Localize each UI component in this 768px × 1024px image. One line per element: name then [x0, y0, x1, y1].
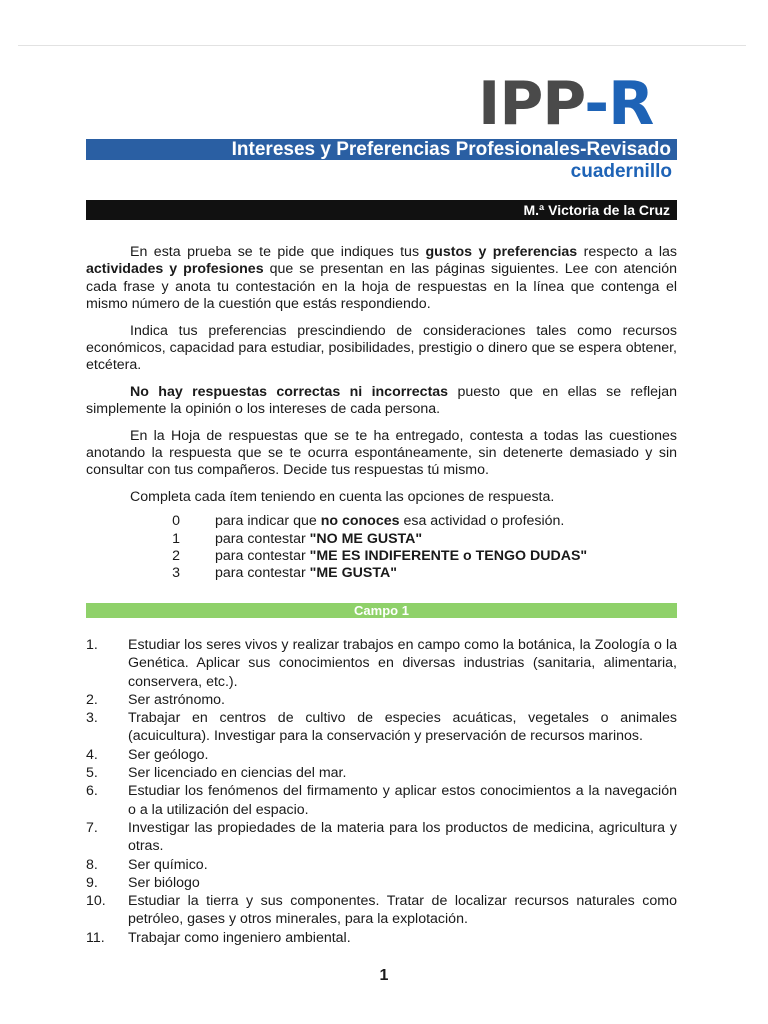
- list-item: [86, 856, 677, 874]
- list-item: [86, 691, 677, 709]
- scale-text: para contestar "NO ME GUSTA": [215, 530, 423, 547]
- instructions: [86, 244, 677, 583]
- p1-bold-gustos: gustos y preferencias: [425, 244, 578, 260]
- list-item: [86, 874, 677, 892]
- item-number: 1.: [86, 637, 98, 653]
- scale-option: [86, 548, 677, 565]
- section-title: Campo 1: [354, 603, 409, 618]
- author-bar: [86, 200, 677, 220]
- scale-number: 3: [172, 565, 180, 582]
- document-title: Intereses y Preferencias Profesionales-Revisado: [231, 139, 671, 160]
- title-bar: [86, 139, 677, 160]
- instruction-paragraph-3: [86, 384, 677, 419]
- logo-dash: -: [584, 69, 609, 139]
- item-text: Estudiar los fenómenos del firmamento y aplicar estos conocimientos a la navegación o a la utilización del espacio.: [128, 783, 677, 818]
- item-text: Ser químico.: [128, 856, 208, 873]
- p3-text: puesto que en ellas se reflejan simplemente la opinión o los intereses de cada persona.: [86, 383, 677, 418]
- item-number: 8.: [86, 856, 98, 873]
- list-item: [86, 929, 677, 947]
- p1-text-c: respecto a las: [577, 244, 677, 260]
- item-text: Ser licenciado en ciencias del mar.: [128, 765, 347, 782]
- list-item: [86, 782, 677, 819]
- item-number: 2.: [86, 691, 98, 708]
- page-edge-line: [18, 45, 746, 46]
- item-number: 7.: [86, 819, 98, 836]
- instruction-paragraph-1: [86, 244, 677, 314]
- p1-text-a: En esta prueba se te pide que indiques tus: [130, 244, 426, 260]
- item-number: 3.: [86, 710, 98, 727]
- item-text: Ser geólogo.: [128, 746, 209, 763]
- item-number: 9.: [86, 874, 98, 891]
- ipp-r-logo: [478, 69, 678, 139]
- question-list: [86, 636, 677, 947]
- item-text: Ser biólogo: [128, 874, 200, 891]
- item-number: 6.: [86, 783, 98, 800]
- list-item: [86, 819, 677, 856]
- item-number: 5.: [86, 765, 98, 782]
- p1-text-d: que se presentan en las páginas siguientes. Lee con atención cada frase y anota tu contestación en la hoja de respuestas en la línea que contenga el mismo número de la cuestión que estás respondiendo.: [86, 261, 677, 313]
- p1-bold-actividades: actividades y profesiones: [86, 261, 264, 278]
- page-number: 1: [379, 967, 389, 984]
- item-number: 11.: [86, 929, 105, 946]
- scale-option: [86, 513, 677, 530]
- instruction-paragraph-5: Completa cada ítem teniendo en cuenta las opciones de respuesta.: [130, 488, 555, 505]
- list-item: [86, 709, 677, 746]
- scale-number: 2: [172, 548, 180, 565]
- list-item: [86, 892, 677, 929]
- scale-number: 1: [172, 530, 180, 547]
- scale-text: para contestar "ME GUSTA": [215, 565, 397, 582]
- item-text: Trabajar como ingeniero ambiental.: [128, 929, 351, 946]
- response-scale: [86, 513, 677, 583]
- scale-number: 0: [172, 513, 180, 530]
- instruction-paragraph-2: Indica tus preferencias prescindiendo de consideraciones tales como recursos económicos, capacidad para estudiar, posibilidades, prestigio o dinero que se espera obtener, etcétera.: [86, 322, 677, 374]
- item-text: Investigar las propiedades de la materia para los productos de medicina, agricultura y otras.: [128, 819, 677, 855]
- instruction-paragraph-4: En la Hoja de respuestas que se te ha entregado, contesta a todas las cuestiones anotando la respuesta que se te ocurra espontáneamente, sin detenerte demasiado y sin consultar con tus compañeros. Decide tus respuestas tú mismo.: [86, 427, 677, 479]
- scale-text: para indicar que no conoces esa actividad o profesión.: [215, 513, 565, 530]
- item-number: 4.: [86, 746, 98, 763]
- list-item: [86, 764, 677, 782]
- logo-r-text: R: [608, 69, 654, 139]
- p3-bold: No hay respuestas correctas ni incorrectas: [130, 383, 449, 400]
- item-text: Ser astrónomo.: [128, 691, 225, 708]
- item-text: Trabajar en centros de cultivo de especies acuáticas, vegetales o animales (acuicultura). Investigar para la conservación y preservación de recursos marinos.: [128, 710, 677, 745]
- item-text: Estudiar la tierra y sus componentes. Tratar de localizar recursos naturales como petróleo, gases y otros minerales, para la explotación.: [128, 893, 677, 928]
- scale-text: para contestar "ME ES INDIFERENTE o TENGO DUDAS": [215, 548, 588, 565]
- document-subtitle: cuadernillo: [570, 161, 672, 182]
- list-item: [86, 636, 677, 691]
- scale-option: [86, 531, 677, 548]
- scale-option: [86, 565, 677, 582]
- item-number: 10.: [86, 893, 106, 910]
- section-header-campo-1: [86, 603, 677, 618]
- logo-ipp-text: IPP: [478, 69, 585, 139]
- author-name: M.ª Victoria de la Cruz: [523, 202, 670, 218]
- list-item: [86, 746, 677, 764]
- item-text: Estudiar los seres vivos y realizar trabajos en campo como la botánica, la Zoología o la Genética. Aplicar sus conocimientos en diversas industrias (sanitaria, alimentaria, conservera, etc.).: [128, 637, 677, 690]
